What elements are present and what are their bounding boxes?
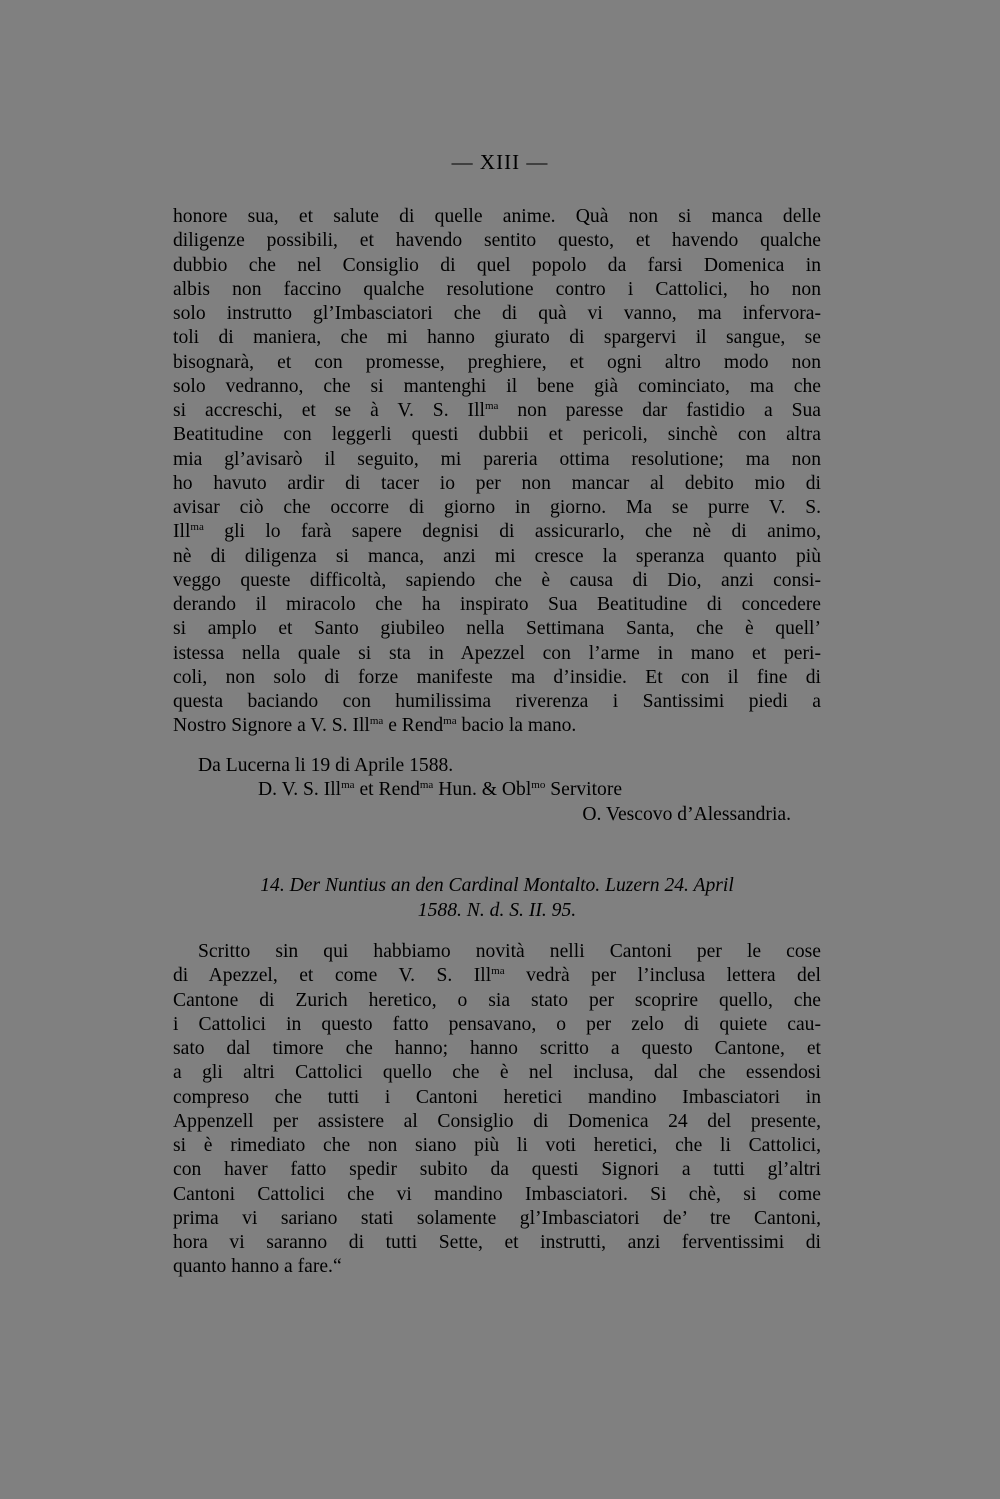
text-line: honore sua, et salute di quelle anime. Quà non si manca delle bbox=[173, 206, 821, 227]
text-line: Beatitudine con leggerli questi dubbii et pericoli, sinchè con altra bbox=[173, 424, 821, 446]
text-line: veggo queste difficoltà, sapiendo che è causa di Dio, anzi consi- bbox=[173, 569, 821, 591]
text-line: solo instrutto gl’Imbasciatori che di quà vi vanno, ma infervora- bbox=[173, 303, 821, 324]
text-line: solo vedranno, che si mantenghi il bene già cominciato, ma che bbox=[173, 375, 821, 397]
heading-line-2: 1588. N. d. S. II. 95. bbox=[417, 900, 577, 921]
text-line: questa baciando con humilissima riverenza i Santissimi piedi a bbox=[173, 691, 821, 712]
text-line: sato dal timore che hanno; hanno scritto a questo Cantone, et bbox=[173, 1038, 821, 1059]
letter-body-continued bbox=[173, 205, 821, 739]
text-line: coli, non solo di forze manifeste ma d’insidie. Et con il fine di bbox=[173, 666, 821, 688]
text-line: ho havuto ardir di tacer io per non mancar al debito mio di bbox=[173, 472, 821, 494]
text-line: Ill$^{ma}$ gli lo farà sapere degnisi di assicurarlo, che nè di animo, bbox=[173, 521, 821, 543]
text-line: si amplo et Santo giubileo nella Settimana Santa, che è quell’ bbox=[173, 618, 821, 640]
text-line: quanto hanno a fare.“ bbox=[173, 1256, 342, 1278]
text-line: con haver fatto spedir subito da questi Signori a tutti gl’altri bbox=[173, 1159, 821, 1181]
letter-body bbox=[173, 940, 821, 1280]
document-heading bbox=[173, 873, 821, 923]
text-line: nè di diligenza si manca, anzi mi cresce la speranza quanto più bbox=[173, 545, 821, 567]
text-line: a gli altri Cattolici quello che è nel inclusa, dal che essendosi bbox=[173, 1062, 821, 1084]
page-number: — XIII — bbox=[451, 150, 549, 174]
text-line: si accreschi, et se à V. S. Ill$^{ma}$ non paresse dar fastidio a Sua bbox=[173, 400, 821, 421]
text-line: mia gl’avisarò il seguito, mi pareria ottima resolutione; ma non bbox=[173, 448, 821, 470]
text-line: Cantone di Zurich heretico, o sia stato per scoprire quello, che bbox=[173, 989, 821, 1011]
text-line: compreso che tutti i Cantoni heretici mandino Imbasciatori in bbox=[173, 1086, 821, 1108]
letter-closing bbox=[173, 754, 821, 827]
text-line: i Cattolici in questo fatto pensavano, o per zelo di quiete cau- bbox=[173, 1013, 821, 1035]
text-line: toli di maniera, che mi hanno giurato di spargervi il sangue, se bbox=[173, 327, 821, 349]
signature: O. Vescovo d’Alessandria. bbox=[582, 803, 791, 825]
text-line: albis non faccino qualche resolutione contro i Cattolici, ho non bbox=[173, 278, 821, 300]
closing-line: D. V. S. Ill$^{ma}$ et Rend$^{ma}$ Hun. & Obl$^{mo}$ Servitore bbox=[258, 779, 623, 801]
text-line: dubbio che nel Consiglio di quel popolo da farsi Domenica in bbox=[173, 254, 821, 276]
text-line: hora vi saranno di tutti Sette, et instrutti, anzi ferventissimi di bbox=[173, 1232, 821, 1253]
date-line: Da Lucerna li 19 di Aprile 1588. bbox=[198, 755, 454, 776]
text-line: di Apezzel, et come V. S. Ill$^{ma}$ vedrà per l’inclusa lettera del bbox=[173, 965, 821, 987]
text-line: si è rimediato che non siano più li voti heretici, che li Cattolici, bbox=[173, 1135, 821, 1156]
heading-line-1: 14. Der Nuntius an den Cardinal Montalto. Luzern 24. April bbox=[260, 875, 734, 896]
text-line: derando il miracolo che ha inspirato Sua Beatitudine di concedere bbox=[173, 594, 821, 615]
text-line: istessa nella quale si sta in Apezzel con l’arme in mano et peri- bbox=[173, 642, 821, 664]
text-line: Nostro Signore a V. S. Ill$^{ma}$ e Rend$^{ma}$ bacio la mano. bbox=[173, 715, 577, 737]
text-line: bisognarà, et con promesse, preghiere, et ogni altro modo non bbox=[173, 351, 821, 373]
text-line: prima vi sariano stati solamente gl’Imbasciatori de’ tre Cantoni, bbox=[173, 1207, 821, 1229]
text-line: diligenze possibili, et havendo sentito questo, et havendo qualche bbox=[173, 230, 821, 252]
text-line: Cantoni Cattolici che vi mandino Imbasciatori. Si chè, si come bbox=[173, 1183, 821, 1205]
text-line: Scritto sin qui habbiamo novità nelli Cantoni per le cose bbox=[198, 941, 821, 962]
text-line: Appenzell per assistere al Consiglio di Domenica 24 del presente, bbox=[173, 1110, 821, 1132]
text-line: avisar ciò che occorre di giorno in giorno. Ma se purre V. S. bbox=[173, 497, 821, 518]
